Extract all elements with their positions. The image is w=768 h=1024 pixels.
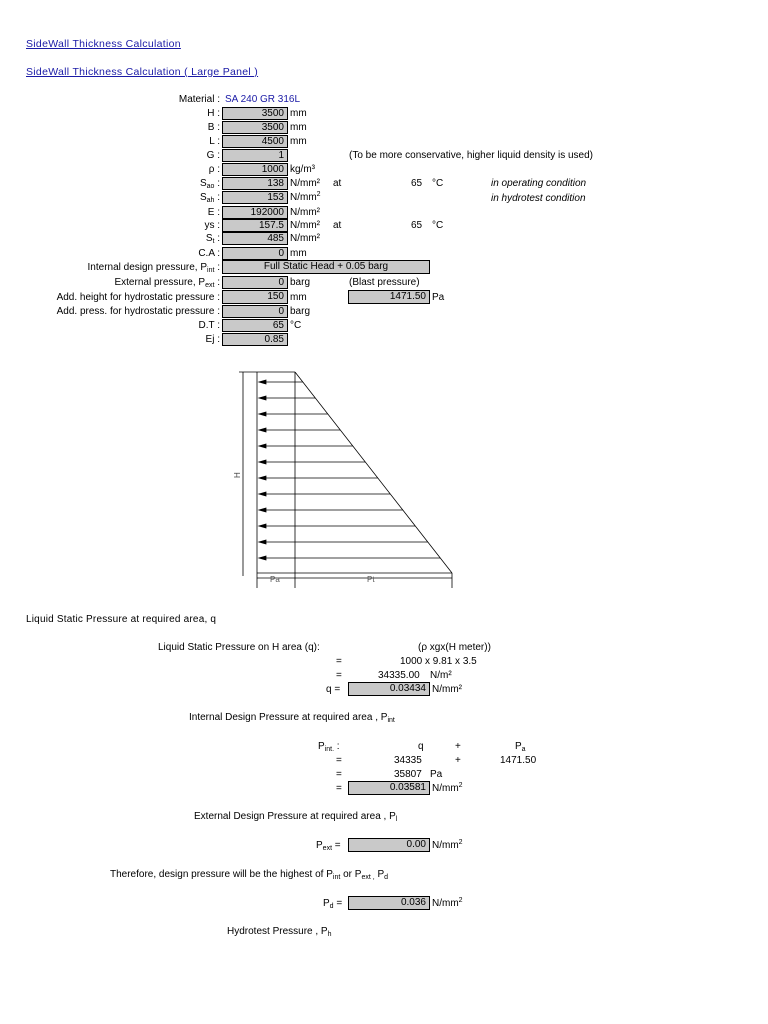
- addh-result-unit: Pa: [432, 292, 445, 303]
- material-value: SA 240 GR 316L: [225, 94, 301, 105]
- addh-label: Add. height for hydrostatic pressure :: [56, 292, 220, 303]
- pressure-arrow-head: [259, 508, 266, 512]
- section-title-liquid-pressure: Liquid Static Pressure at required area, q: [26, 614, 217, 625]
- pd-lhs: $P_d$ =: [323, 898, 343, 910]
- sao-at: at: [333, 178, 342, 189]
- q-label: q =: [326, 684, 341, 695]
- ej-value-cell[interactable]: 0.85: [222, 333, 288, 346]
- addp-unit: barg: [290, 306, 311, 317]
- title-link-large-panel[interactable]: SideWall Thickness Calculation ( Large Panel ): [26, 66, 259, 78]
- ys-unit: N/mm²: [290, 220, 320, 231]
- dt-label: D.T :: [198, 320, 220, 331]
- e-value-cell[interactable]: 192000: [222, 206, 288, 219]
- pressure-arrow-head: [259, 524, 266, 528]
- addh-result-cell[interactable]: 1471.50: [348, 290, 430, 304]
- b-value-cell[interactable]: 3500: [222, 121, 288, 134]
- sah-note: in hydrotest condition: [491, 193, 586, 204]
- pint-plus: +: [455, 741, 461, 752]
- g-value-cell[interactable]: 1: [222, 149, 288, 162]
- h-label: H :: [207, 108, 220, 119]
- l-label: L :: [209, 136, 220, 147]
- sao-temp: 65: [411, 178, 423, 189]
- h-value-cell[interactable]: 3500: [222, 107, 288, 120]
- design-pressure-text: Therefore, design pressure will be the highest of $P_{int}$ or $P_{ext ,}$ $P_d$: [110, 869, 389, 881]
- rho-label: ρ :: [208, 164, 220, 175]
- pint-eq3: =: [336, 783, 342, 794]
- pd-result-cell[interactable]: 0.036: [348, 896, 430, 910]
- pext-note: (Blast pressure): [349, 277, 420, 288]
- sah-value-cell[interactable]: 153: [222, 191, 288, 204]
- ys-temp-unit: °C: [432, 220, 444, 231]
- addh-value-cell[interactable]: 150: [222, 290, 288, 304]
- pext-lhs: $P_{ext}$ =: [316, 840, 341, 852]
- pressure-slope-line: [295, 372, 452, 573]
- l-value-cell[interactable]: 4500: [222, 135, 288, 148]
- pressure-arrow-head: [259, 428, 266, 432]
- pext-result-unit: $N/mm^2$: [432, 839, 463, 851]
- pressure-arrow-head: [259, 412, 266, 416]
- sao-note: in operating condition: [491, 178, 587, 189]
- b-unit: mm: [290, 122, 307, 133]
- dt-unit: °C: [290, 320, 302, 331]
- pint-lhs: $P_{int.}$ :: [318, 741, 340, 753]
- pint-value-cell[interactable]: Full Static Head + 0.05 barg: [222, 260, 430, 274]
- pint-section-title: Internal Design Pressure at required area , $P_{int}$: [189, 712, 395, 724]
- pressure-arrow-head: [259, 556, 266, 560]
- pext-unit: barg: [290, 277, 311, 288]
- ca-value-cell[interactable]: 0: [222, 247, 288, 260]
- addp-label: Add. press. for hydrostatic pressure :: [56, 306, 220, 317]
- pint-plus2: +: [455, 755, 461, 766]
- q-formula: (ρ xgx(H meter)): [418, 642, 491, 653]
- q-substitution: 1000 x 9.81 x 3.5: [400, 656, 477, 667]
- pint-q: q: [418, 741, 424, 752]
- q-unit-pa: N/m²: [430, 670, 452, 681]
- pressure-arrow-head: [259, 380, 266, 384]
- sao-value-cell[interactable]: 138: [222, 177, 288, 190]
- l-unit: mm: [290, 136, 307, 147]
- st-label: $S_t$ :: [205, 233, 220, 245]
- ys-value-cell[interactable]: 157.5: [222, 219, 288, 232]
- diagram-pa-label: Pa: [270, 575, 280, 584]
- g-label: G :: [206, 150, 220, 161]
- addp-value-cell[interactable]: 0: [222, 305, 288, 318]
- diagram-pt-label: Pt: [367, 575, 375, 584]
- pext-value-cell[interactable]: 0: [222, 276, 288, 289]
- pressure-arrow-head: [259, 460, 266, 464]
- pint-result-cell[interactable]: 0.03581: [348, 781, 430, 795]
- pressure-arrow-head: [259, 444, 266, 448]
- pext-section-title: External Design Pressure at required area , $P_l$: [194, 811, 398, 823]
- title-link-sidewall[interactable]: SideWall Thickness Calculation: [26, 38, 181, 50]
- sao-label: $S_{ao}$ :: [199, 178, 220, 190]
- pint-v2: 1471.50: [500, 755, 537, 766]
- sah-label: $S_{ah}$ :: [199, 192, 220, 204]
- ys-label: ys :: [204, 220, 220, 231]
- q-unit: N/mm²: [432, 684, 462, 695]
- pressure-arrow-head: [259, 492, 266, 496]
- pressure-diagram: [230, 368, 470, 588]
- diagram-h-label: H: [233, 472, 242, 478]
- ca-unit: mm: [290, 248, 307, 259]
- q-value-pa: 34335.00: [378, 670, 420, 681]
- h-unit: mm: [290, 108, 307, 119]
- e-unit: N/mm²: [290, 207, 320, 218]
- ys-at: at: [333, 220, 342, 231]
- pint-v3-unit: Pa: [430, 769, 443, 780]
- dt-value-cell[interactable]: 65: [222, 319, 288, 332]
- e-label: E :: [207, 207, 220, 218]
- sah-unit: $N/mm^2$: [290, 191, 321, 203]
- q-eq2: =: [336, 670, 342, 681]
- ys-temp: 65: [411, 220, 423, 231]
- pint-label: Internal design pressure, $P_{int}$ :: [87, 262, 220, 274]
- material-label: Material :: [178, 94, 220, 105]
- pressure-arrow-head: [259, 540, 266, 544]
- ca-label: C.A :: [198, 248, 220, 259]
- sao-unit: N/mm²: [290, 178, 320, 189]
- pint-v1: 34335: [394, 755, 422, 766]
- q-line-label: Liquid Static Pressure on H area (q):: [158, 642, 320, 653]
- st-unit: N/mm²: [290, 233, 320, 244]
- pext-result-cell[interactable]: 0.00: [348, 838, 430, 852]
- pint-pa: $P_a$: [515, 741, 526, 753]
- ej-label: Ej :: [205, 334, 220, 345]
- q-result-cell[interactable]: 0.03434: [348, 682, 430, 696]
- pext-label: External pressure, $P_{ext}$ :: [114, 277, 220, 289]
- addh-unit: mm: [290, 292, 307, 303]
- pressure-arrow-head: [259, 396, 266, 400]
- pd-result-unit: $N/mm^2$: [432, 897, 463, 909]
- pressure-arrow-head: [259, 476, 266, 480]
- st-value-cell[interactable]: 485: [222, 232, 288, 245]
- rho-unit: kg/m³: [290, 164, 315, 175]
- rho-value-cell[interactable]: 1000: [222, 163, 288, 176]
- pint-eq1: =: [336, 755, 342, 766]
- sao-temp-unit: °C: [432, 178, 444, 189]
- hydrotest-title: Hydrotest Pressure , $P_h$: [227, 926, 332, 938]
- pint-eq2: =: [336, 769, 342, 780]
- g-note: (To be more conservative, higher liquid density is used): [349, 150, 594, 161]
- pint-result-unit: $N/mm^2$: [432, 782, 463, 794]
- b-label: B :: [207, 122, 220, 133]
- pint-v3: 35807: [394, 769, 422, 780]
- q-eq1: =: [336, 656, 342, 667]
